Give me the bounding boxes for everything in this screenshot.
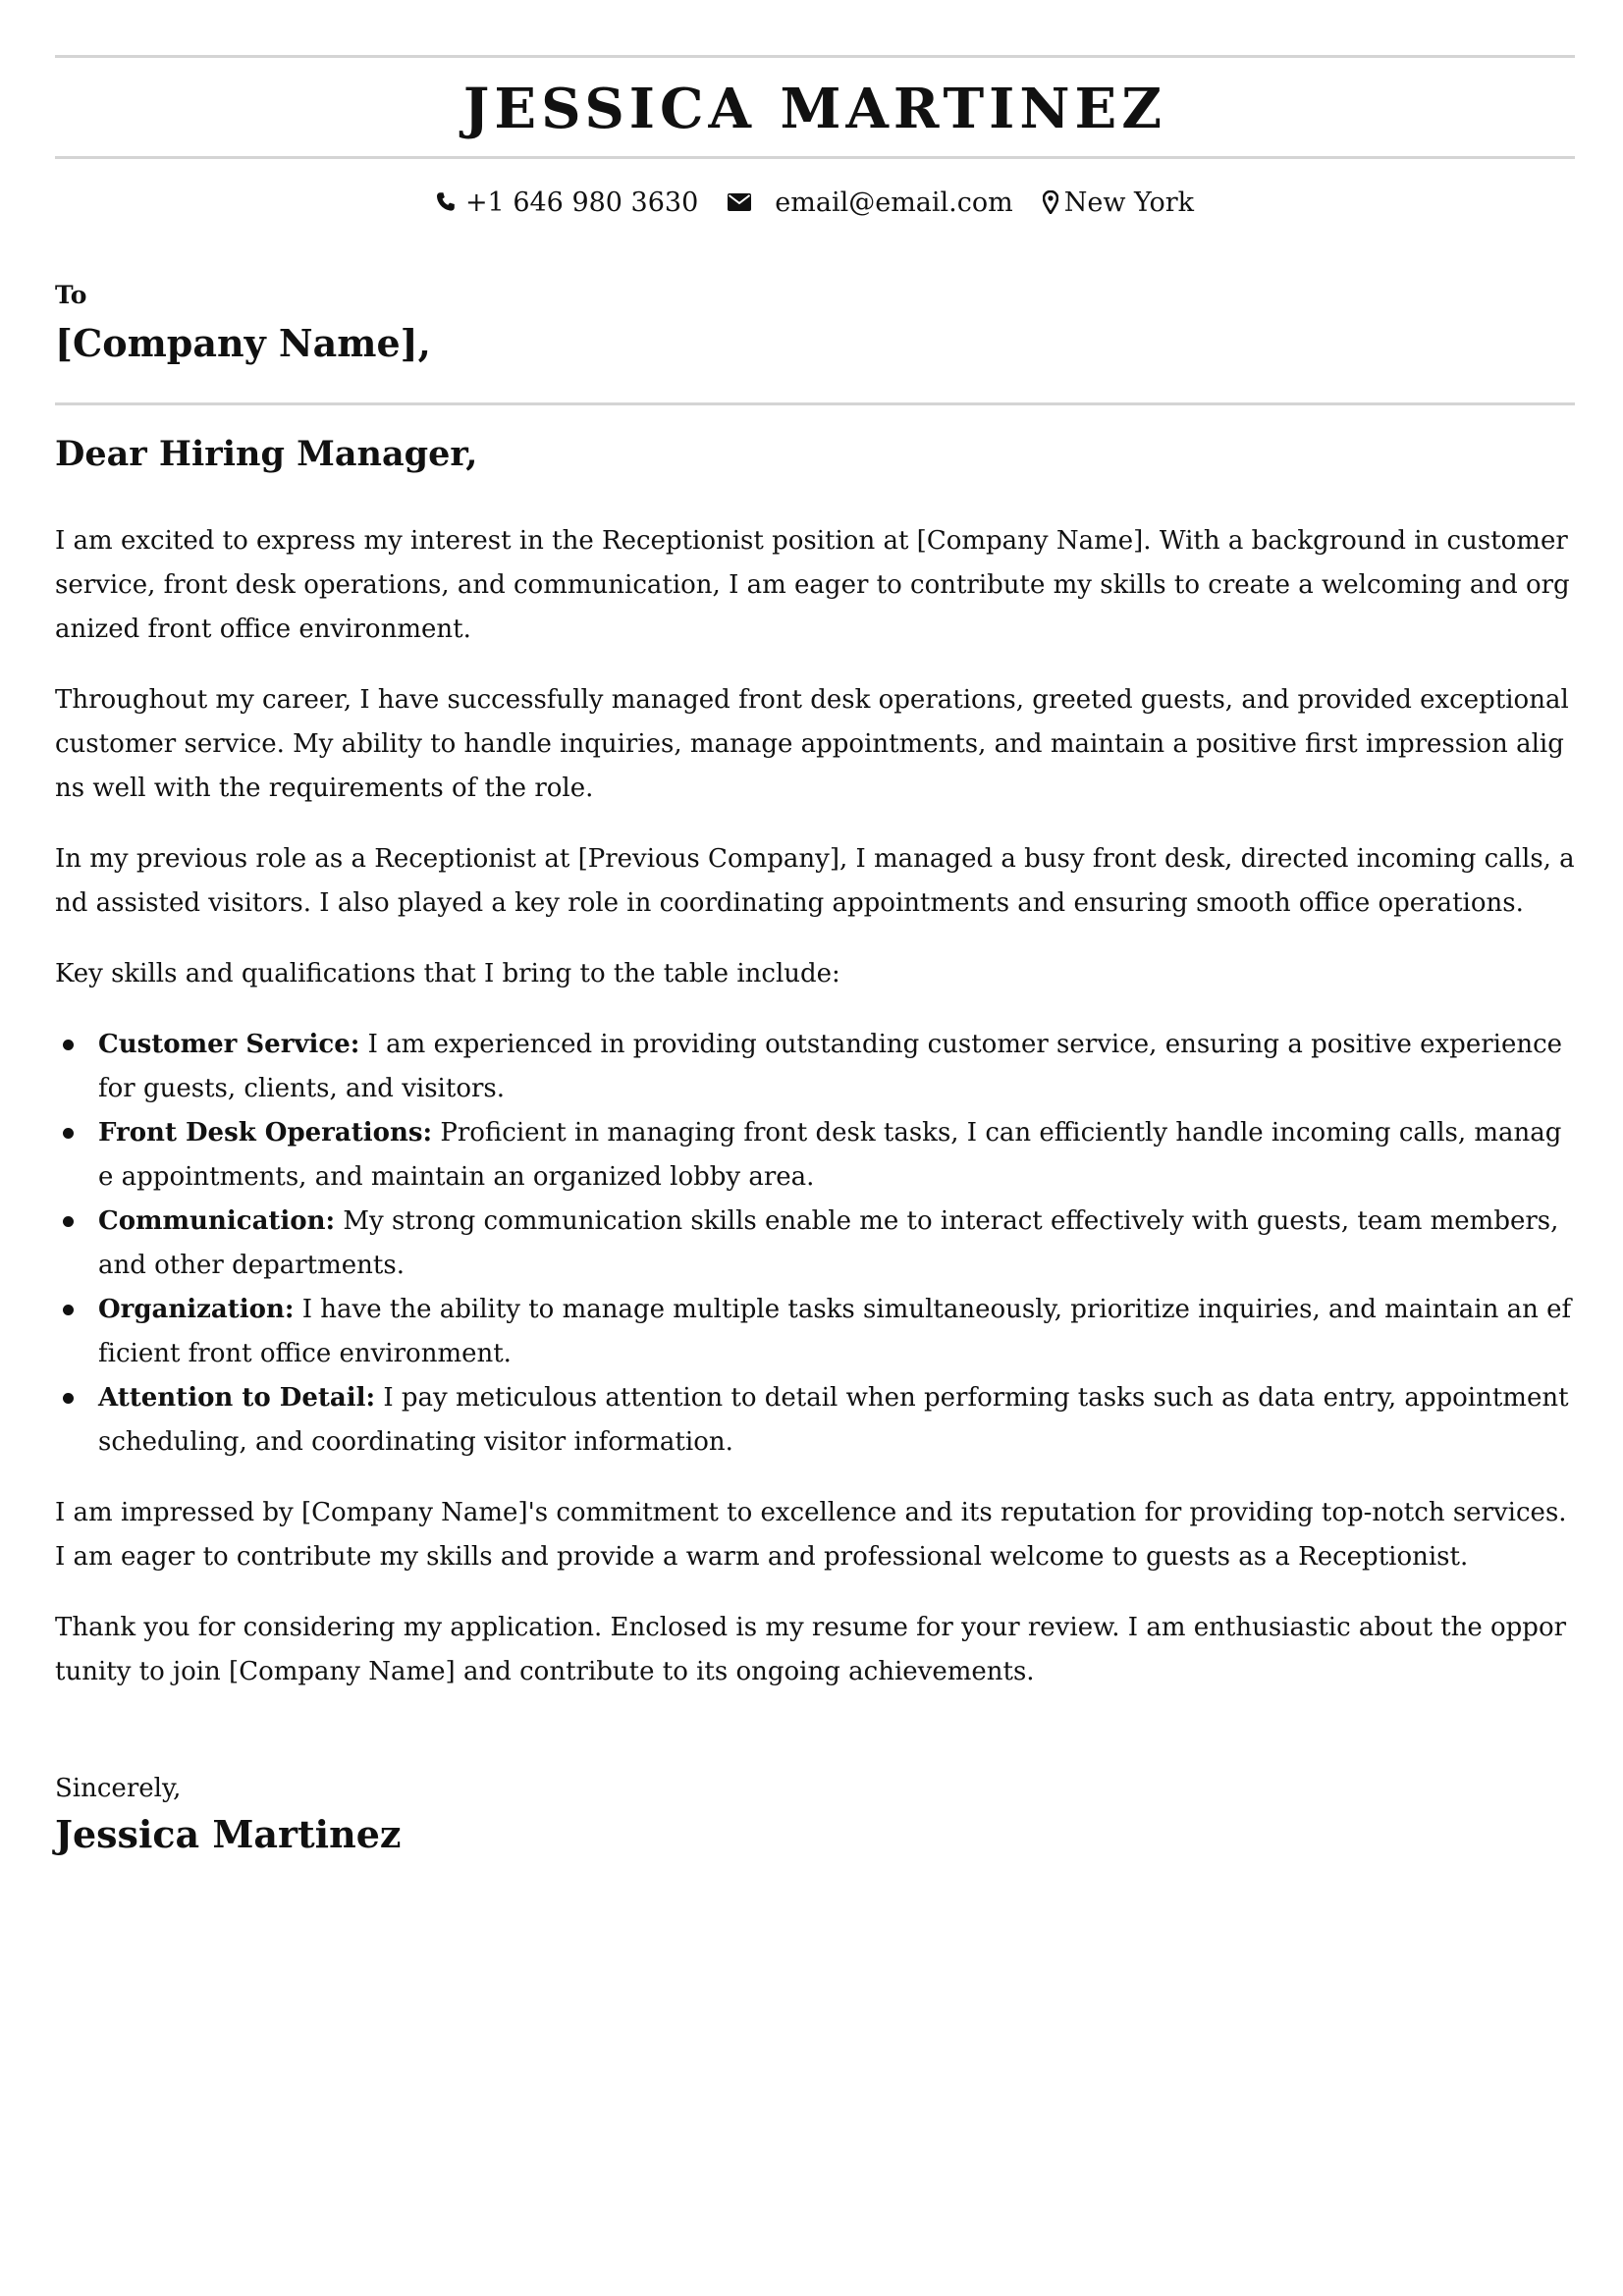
body-paragraph: In my previous role as a Receptionist at [Previous Company], I managed a busy front desk, directed incoming calls, and assisted visitors. I also played a key role in coordinating appointments and ensuring smooth office operations.	[55, 844, 1575, 918]
skill-item	[55, 1288, 1575, 1376]
contact-phone	[436, 187, 698, 218]
envelope-icon	[728, 193, 751, 211]
phone-icon	[436, 191, 456, 213]
phone-number: +1 646 980 3630	[464, 187, 699, 218]
map-marker-icon	[1043, 190, 1058, 214]
applicant-name: JESSICA MARTINEZ	[462, 77, 1167, 141]
body-paragraph: Key skills and qualifications that I bring to the table include:	[55, 959, 840, 988]
body-paragraph: I am impressed by [Company Name]'s commitment to excellence and its reputation for providing top-notch services. I am eager to contribute my skills and provide a warm and professional welcome to guests as a Receptionist.	[55, 1498, 1567, 1572]
skill-description: I have the ability to manage multiple tasks simultaneously, prioritize inquiries, and maintain an efficient front office environment.	[98, 1295, 1572, 1368]
skill-item	[55, 1023, 1575, 1111]
contact-location	[1043, 187, 1194, 218]
email-address: email@email.com	[775, 187, 1013, 218]
skill-description: I am experienced in providing outstanding customer service, ensuring a positive experience for guests, clients, and visitors.	[98, 1030, 1563, 1103]
skill-title: Customer Service:	[98, 1030, 360, 1059]
bullet-icon	[63, 1040, 74, 1050]
body-paragraph: Throughout my career, I have successfully managed front desk operations, greeted guests, and provided exceptional customer service. My ability to handle inquiries, manage appointments, and maintain a positive first impression aligns well with the requirements of the role.	[55, 685, 1569, 803]
cover-letter-page	[55, 0, 1575, 1861]
bullet-icon	[63, 1128, 74, 1139]
skill-description: My strong communication skills enable me to interact effectively with guests, team members, and other departments.	[98, 1206, 1559, 1280]
skill-description: I pay meticulous attention to detail when performing tasks such as data entry, appointment scheduling, and coordinating visitor information.	[98, 1383, 1569, 1457]
location-text: New York	[1063, 187, 1195, 218]
skill-title: Front Desk Operations:	[98, 1118, 433, 1148]
recipient-company: [Company Name],	[55, 321, 431, 365]
body-paragraph: Thank you for considering my application. Enclosed is my resume for your review. I am enthusiastic about the opportunity to join [Company Name] and contribute to its ongoing achievements.	[55, 1613, 1567, 1686]
contact-email	[728, 187, 1012, 218]
skill-item	[55, 1376, 1575, 1465]
bullet-icon	[63, 1305, 74, 1315]
skill-item	[55, 1200, 1575, 1288]
skill-title: Attention to Detail:	[98, 1383, 376, 1413]
signature-name: Jessica Martinez	[55, 1812, 402, 1856]
recipient-label: To	[55, 281, 87, 309]
recipient-divider	[55, 402, 1575, 405]
skill-title: Communication:	[98, 1206, 336, 1236]
letter-body	[55, 519, 1575, 1694]
skill-item	[55, 1111, 1575, 1200]
header-bottom-divider	[55, 156, 1575, 159]
salutation: Dear Hiring Manager,	[55, 434, 478, 474]
body-paragraph: I am excited to express my interest in the Receptionist position at [Company Name]. With a background in customer service, front desk operations, and communication, I am eager to contribute my skills to create a welcoming and organized front office environment.	[55, 526, 1570, 644]
bullet-icon	[63, 1216, 74, 1227]
sign-off: Sincerely,	[55, 1774, 182, 1803]
skills-list	[55, 1023, 1575, 1465]
skill-description: Proficient in managing front desk tasks, I can efficiently handle incoming calls, manage appointments, and maintain an organized lobby area.	[98, 1118, 1562, 1192]
bullet-icon	[63, 1393, 74, 1404]
skill-title: Organization:	[98, 1295, 295, 1324]
contact-bar	[55, 185, 1575, 220]
